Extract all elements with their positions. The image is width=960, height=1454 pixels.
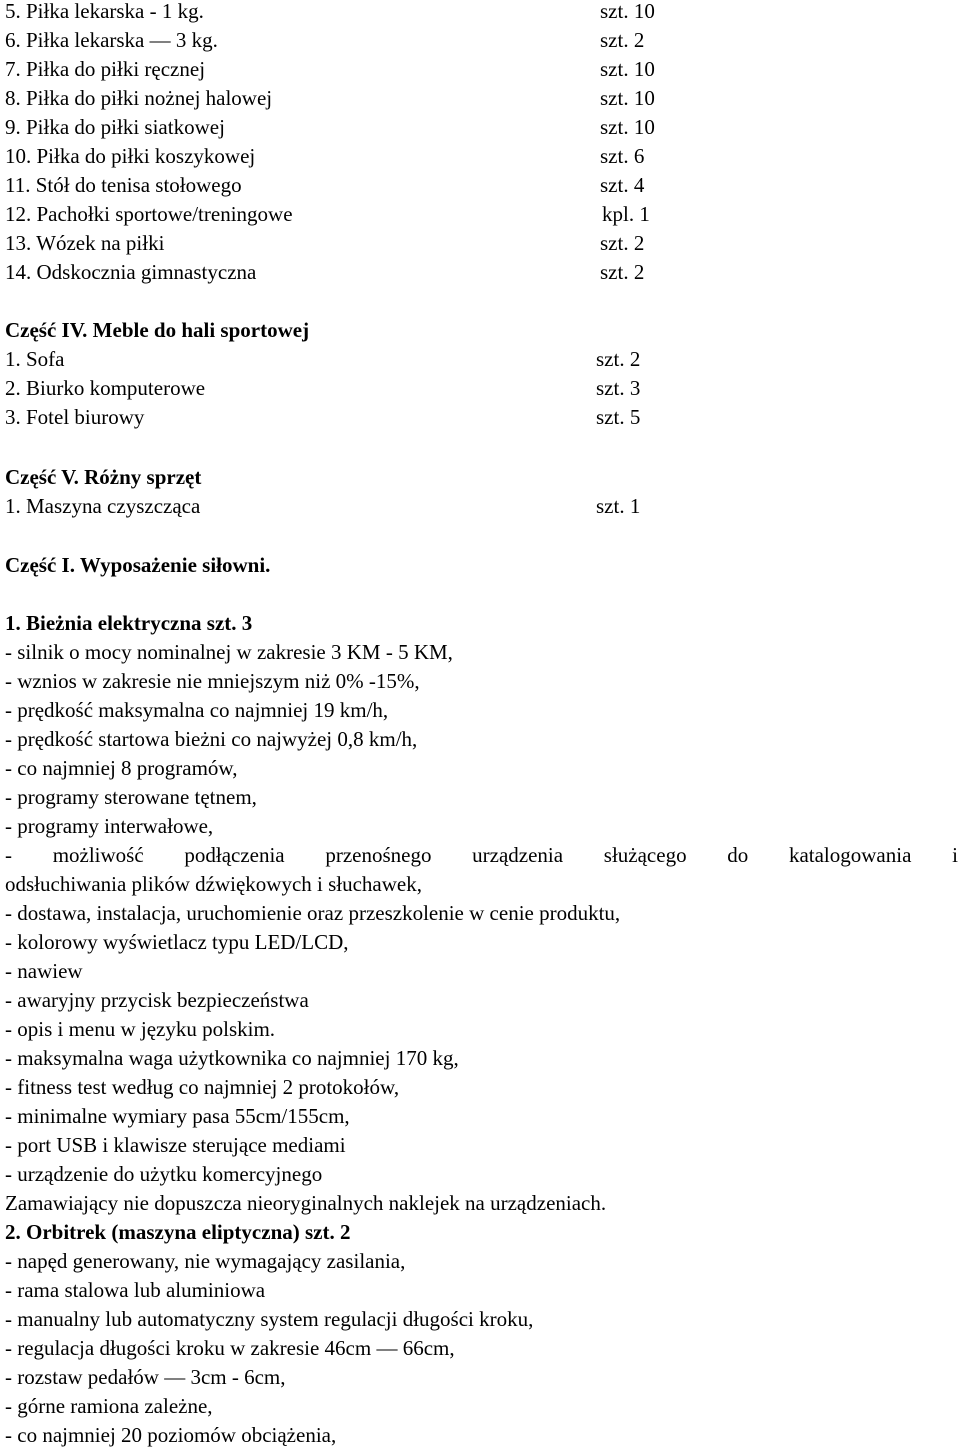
word: urządzenia [472, 843, 564, 867]
word: podłączenia [184, 843, 285, 867]
word: i [952, 843, 958, 867]
list-item: 1. Sofa [5, 347, 65, 371]
spec-line: - nawiew [5, 959, 83, 983]
item-quantity: szt. 10 [600, 57, 655, 81]
spec-line: - dostawa, instalacja, uruchomienie oraz przeszkolenie w cenie produktu, [5, 901, 621, 925]
spec-line: - maksymalna waga użytkownika co najmniej 170 kg, [5, 1046, 459, 1070]
spec-line: - prędkość startowa bieżni co najwyżej 0,8 km/h, [5, 727, 418, 751]
word: służącego [603, 843, 687, 867]
list-item: 8. Piłka do piłki nożnej halowej [5, 86, 273, 110]
spec-line: - rozstaw pedałów — 3cm - 6cm, [5, 1365, 286, 1389]
word: przenośnego [325, 843, 432, 867]
spec-line: - urządzenie do użytku komercyjnego [5, 1162, 323, 1186]
item-quantity: szt. 2 [600, 231, 645, 255]
item-quantity: szt. 2 [600, 260, 645, 284]
spec-line: - fitness test według co najmniej 2 protokołów, [5, 1075, 400, 1099]
spec-line-continuation: odsłuchiwania plików dźwiękowych i słuchawek, [5, 872, 422, 896]
list-item: 14. Odskocznia gimnastyczna [5, 260, 257, 284]
section-heading: Część I. Wyposażenie siłowni. [5, 553, 271, 577]
word: możliwość [52, 843, 144, 867]
item-heading: 1. Bieżnia elektryczna szt. 3 [5, 611, 253, 635]
list-item: 3. Fotel biurowy [5, 405, 145, 429]
list-item: 1. Maszyna czyszcząca [5, 494, 201, 518]
item-quantity: szt. 1 [596, 494, 641, 518]
spec-line: - rama stalowa lub aluminiowa [5, 1278, 266, 1302]
spec-line-justified [5, 841, 958, 870]
item-quantity: szt. 2 [600, 28, 645, 52]
spec-line: - kolorowy wyświetlacz typu LED/LCD, [5, 930, 349, 954]
spec-line: - co najmniej 8 programów, [5, 756, 238, 780]
section-heading: Część V. Różny sprzęt [5, 465, 202, 489]
item-note: Zamawiający nie dopuszcza nieoryginalnych naklejek na urządzeniach. [5, 1191, 607, 1215]
spec-line: - programy interwałowe, [5, 814, 214, 838]
spec-line: - regulacja długości kroku w zakresie 46cm — 66cm, [5, 1336, 455, 1360]
item-quantity: szt. 10 [600, 86, 655, 110]
spec-line: - port USB i klawisze sterujące mediami [5, 1133, 346, 1157]
item-quantity: szt. 3 [596, 376, 641, 400]
spec-line: - wznios w zakresie nie mniejszym niż 0% -15%, [5, 669, 420, 693]
word: katalogowania [788, 843, 912, 867]
list-item: 12. Pachołki sportowe/treningowe [5, 202, 293, 226]
item-quantity: szt. 5 [596, 405, 641, 429]
item-quantity: szt. 10 [600, 115, 655, 139]
spec-line: - napęd generowany, nie wymagający zasilania, [5, 1249, 406, 1273]
spec-line: - programy sterowane tętnem, [5, 785, 257, 809]
list-item: 10. Piłka do piłki koszykowej [5, 144, 256, 168]
list-item: 6. Piłka lekarska — 3 kg. [5, 28, 218, 52]
list-item: 7. Piłka do piłki ręcznej [5, 57, 206, 81]
list-item: 2. Biurko komputerowe [5, 376, 206, 400]
word: do [727, 843, 749, 867]
spec-line: - opis i menu w języku polskim. [5, 1017, 276, 1041]
item-quantity: szt. 10 [600, 0, 655, 23]
item-heading: 2. Orbitrek (maszyna eliptyczna) szt. 2 [5, 1220, 351, 1244]
list-item: 5. Piłka lekarska - 1 kg. [5, 0, 204, 23]
item-quantity: kpl. 1 [602, 202, 650, 226]
list-item: 11. Stół do tenisa stołowego [5, 173, 242, 197]
spec-line: - silnik o mocy nominalnej w zakresie 3 KM - 5 KM, [5, 640, 453, 664]
spec-line: - prędkość maksymalna co najmniej 19 km/h, [5, 698, 389, 722]
item-quantity: szt. 4 [600, 173, 645, 197]
spec-line: - awaryjny przycisk bezpieczeństwa [5, 988, 309, 1012]
spec-line: - manualny lub automatyczny system regulacji długości kroku, [5, 1307, 534, 1331]
item-quantity: szt. 6 [600, 144, 645, 168]
list-item: 13. Wózek na piłki [5, 231, 165, 255]
item-quantity: szt. 2 [596, 347, 641, 371]
word: - [5, 843, 12, 867]
spec-line: - minimalne wymiary pasa 55cm/155cm, [5, 1104, 350, 1128]
list-item: 9. Piłka do piłki siatkowej [5, 115, 225, 139]
spec-line: - co najmniej 20 poziomów obciążenia, [5, 1423, 337, 1447]
section-heading: Część IV. Meble do hali sportowej [5, 318, 310, 342]
spec-line: - górne ramiona zależne, [5, 1394, 213, 1418]
